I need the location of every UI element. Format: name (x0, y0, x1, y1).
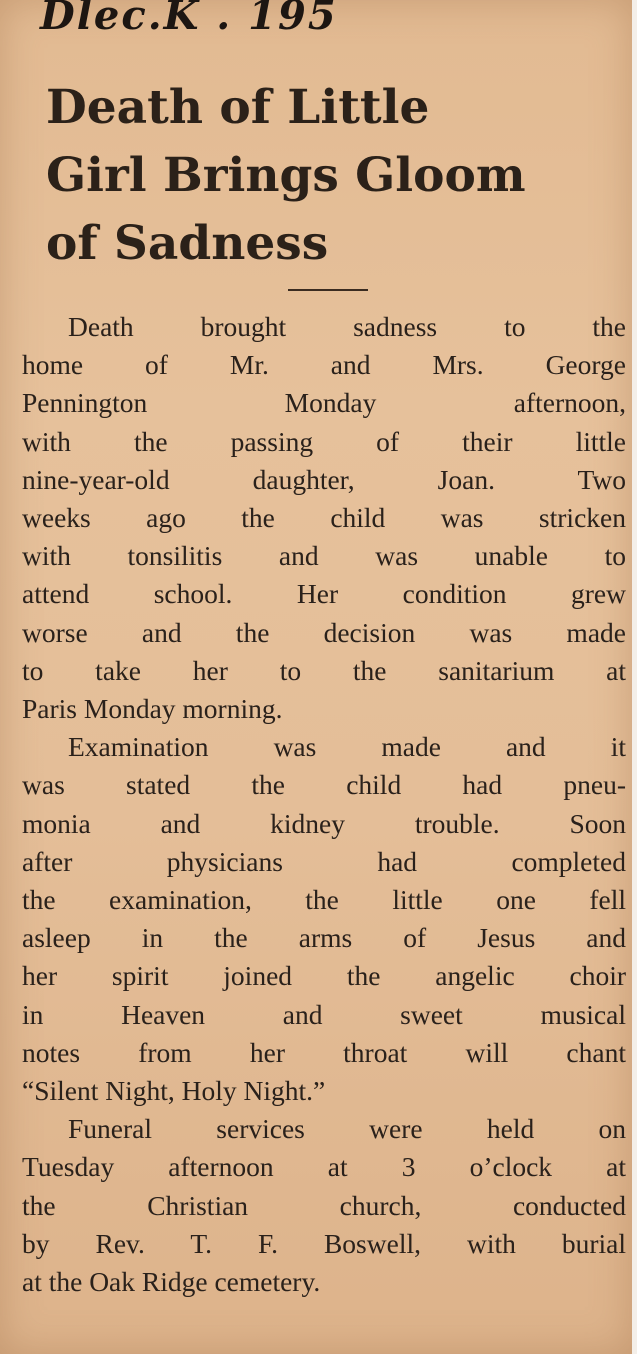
text-line: Pennington Monday afternoon, (22, 387, 626, 419)
text-line: home of Mr. and Mrs. George (22, 349, 626, 381)
text-line: in Heaven and sweet musical (22, 998, 626, 1030)
text-line: Paris Monday morning. (22, 693, 283, 725)
paragraph (22, 308, 626, 728)
handwritten-date-note: Dlec.K . 195 (40, 0, 338, 39)
text-line: her spirit joined the angelic choir (22, 960, 626, 992)
text-line: nine-year-old daughter, Joan. Two (22, 463, 626, 495)
text-line: with the passing of their little (22, 425, 626, 457)
text-line: after physicians had completed (22, 845, 626, 877)
text-line: attend school. Her condition grew (22, 578, 626, 610)
text-line: asleep in the arms of Jesus and (22, 922, 626, 954)
text-line: was stated the child had pneu- (22, 769, 626, 801)
text-line: with tonsilitis and was unable to (22, 540, 626, 572)
paragraph (22, 1110, 626, 1301)
text-line: at the Oak Ridge cemetery. (22, 1266, 321, 1298)
headline (46, 74, 616, 278)
text-line: Funeral services were held on (68, 1113, 626, 1145)
headline-line: Girl Brings Gloom (46, 148, 526, 203)
headline-divider (288, 289, 368, 291)
text-line: the Christian church, conducted (22, 1189, 626, 1221)
text-line: monia and kidney trouble. Soon (22, 807, 626, 839)
text-line: worse and the decision was made (22, 616, 626, 648)
text-line: Examination was made and it (68, 731, 626, 763)
text-line: “Silent Night, Holy Night.” (22, 1075, 326, 1107)
scan-background-edge (632, 0, 637, 1354)
text-line: Death brought sadness to the (68, 311, 626, 342)
text-line: weeks ago the child was stricken (22, 502, 626, 534)
headline-line: of Sadness (46, 216, 329, 271)
text-line: the examination, the little one fell (22, 884, 626, 916)
article-body (22, 308, 626, 1301)
text-line: notes from her throat will chant (22, 1036, 626, 1068)
paragraph (22, 728, 626, 1110)
text-line: Tuesday afternoon at 3 o’clock at (22, 1151, 626, 1183)
text-line: to take her to the sanitarium at (22, 654, 626, 686)
text-line: by Rev. T. F. Boswell, with burial (22, 1227, 626, 1259)
headline-line: Death of Little (46, 80, 430, 135)
